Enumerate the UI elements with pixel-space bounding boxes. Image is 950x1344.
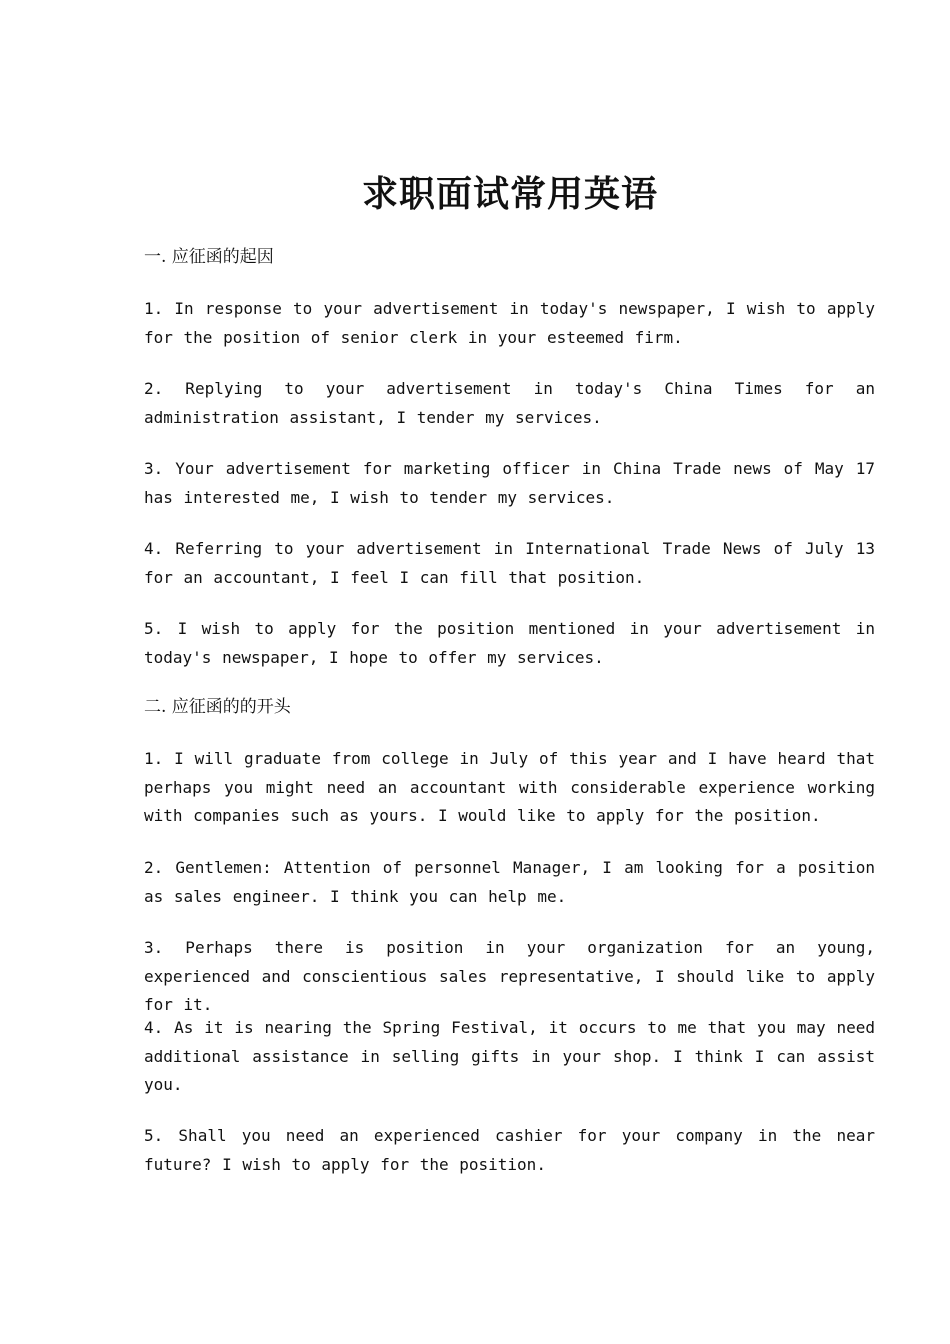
paragraph-1-2: 2. Replying to your advertisement in today's China Times for an administration assistant, I tender my services. bbox=[144, 379, 875, 427]
paragraph-1-3: 3. Your advertisement for marketing officer in China Trade news of May 17 has interested me, I wish to tender my services. bbox=[144, 459, 875, 507]
section-heading-1: 一. 应征函的起因 bbox=[144, 247, 274, 267]
paragraph-1-1: 1. In response to your advertisement in today's newspaper, I wish to apply for the position of senior clerk in your esteemed firm. bbox=[144, 299, 875, 347]
paragraph-2-3: 3. Perhaps there is position in your organization for an young, experienced and conscientious sales representative, I should like to apply for it. bbox=[144, 938, 875, 1014]
paragraph-1-5: 5. I wish to apply for the position mentioned in your advertisement in today's newspaper, I hope to offer my services. bbox=[144, 619, 875, 667]
paragraph-2-2: 2. Gentlemen: Attention of personnel Manager, I am looking for a position as sales engineer. I think you can help me. bbox=[144, 858, 875, 906]
paragraph-2-4: 4. As it is nearing the Spring Festival, it occurs to me that you may need additional assistance in selling gifts in your shop. I think I can assist you. bbox=[144, 1018, 875, 1094]
paragraph-2-5: 5. Shall you need an experienced cashier for your company in the near future? I wish to apply for the position. bbox=[144, 1126, 875, 1174]
paragraph-1-4: 4. Referring to your advertisement in International Trade News of July 13 for an accountant, I feel I can fill that position. bbox=[144, 539, 875, 587]
document-title: 求职面试常用英语 bbox=[361, 173, 658, 215]
paragraph-2-1: 1. I will graduate from college in July of this year and I have heard that perhaps you might need an accountant with considerable experience working with companies such as yours. I would like to apply for the position. bbox=[144, 749, 875, 825]
section-heading-2: 二. 应征函的的开头 bbox=[144, 697, 291, 717]
